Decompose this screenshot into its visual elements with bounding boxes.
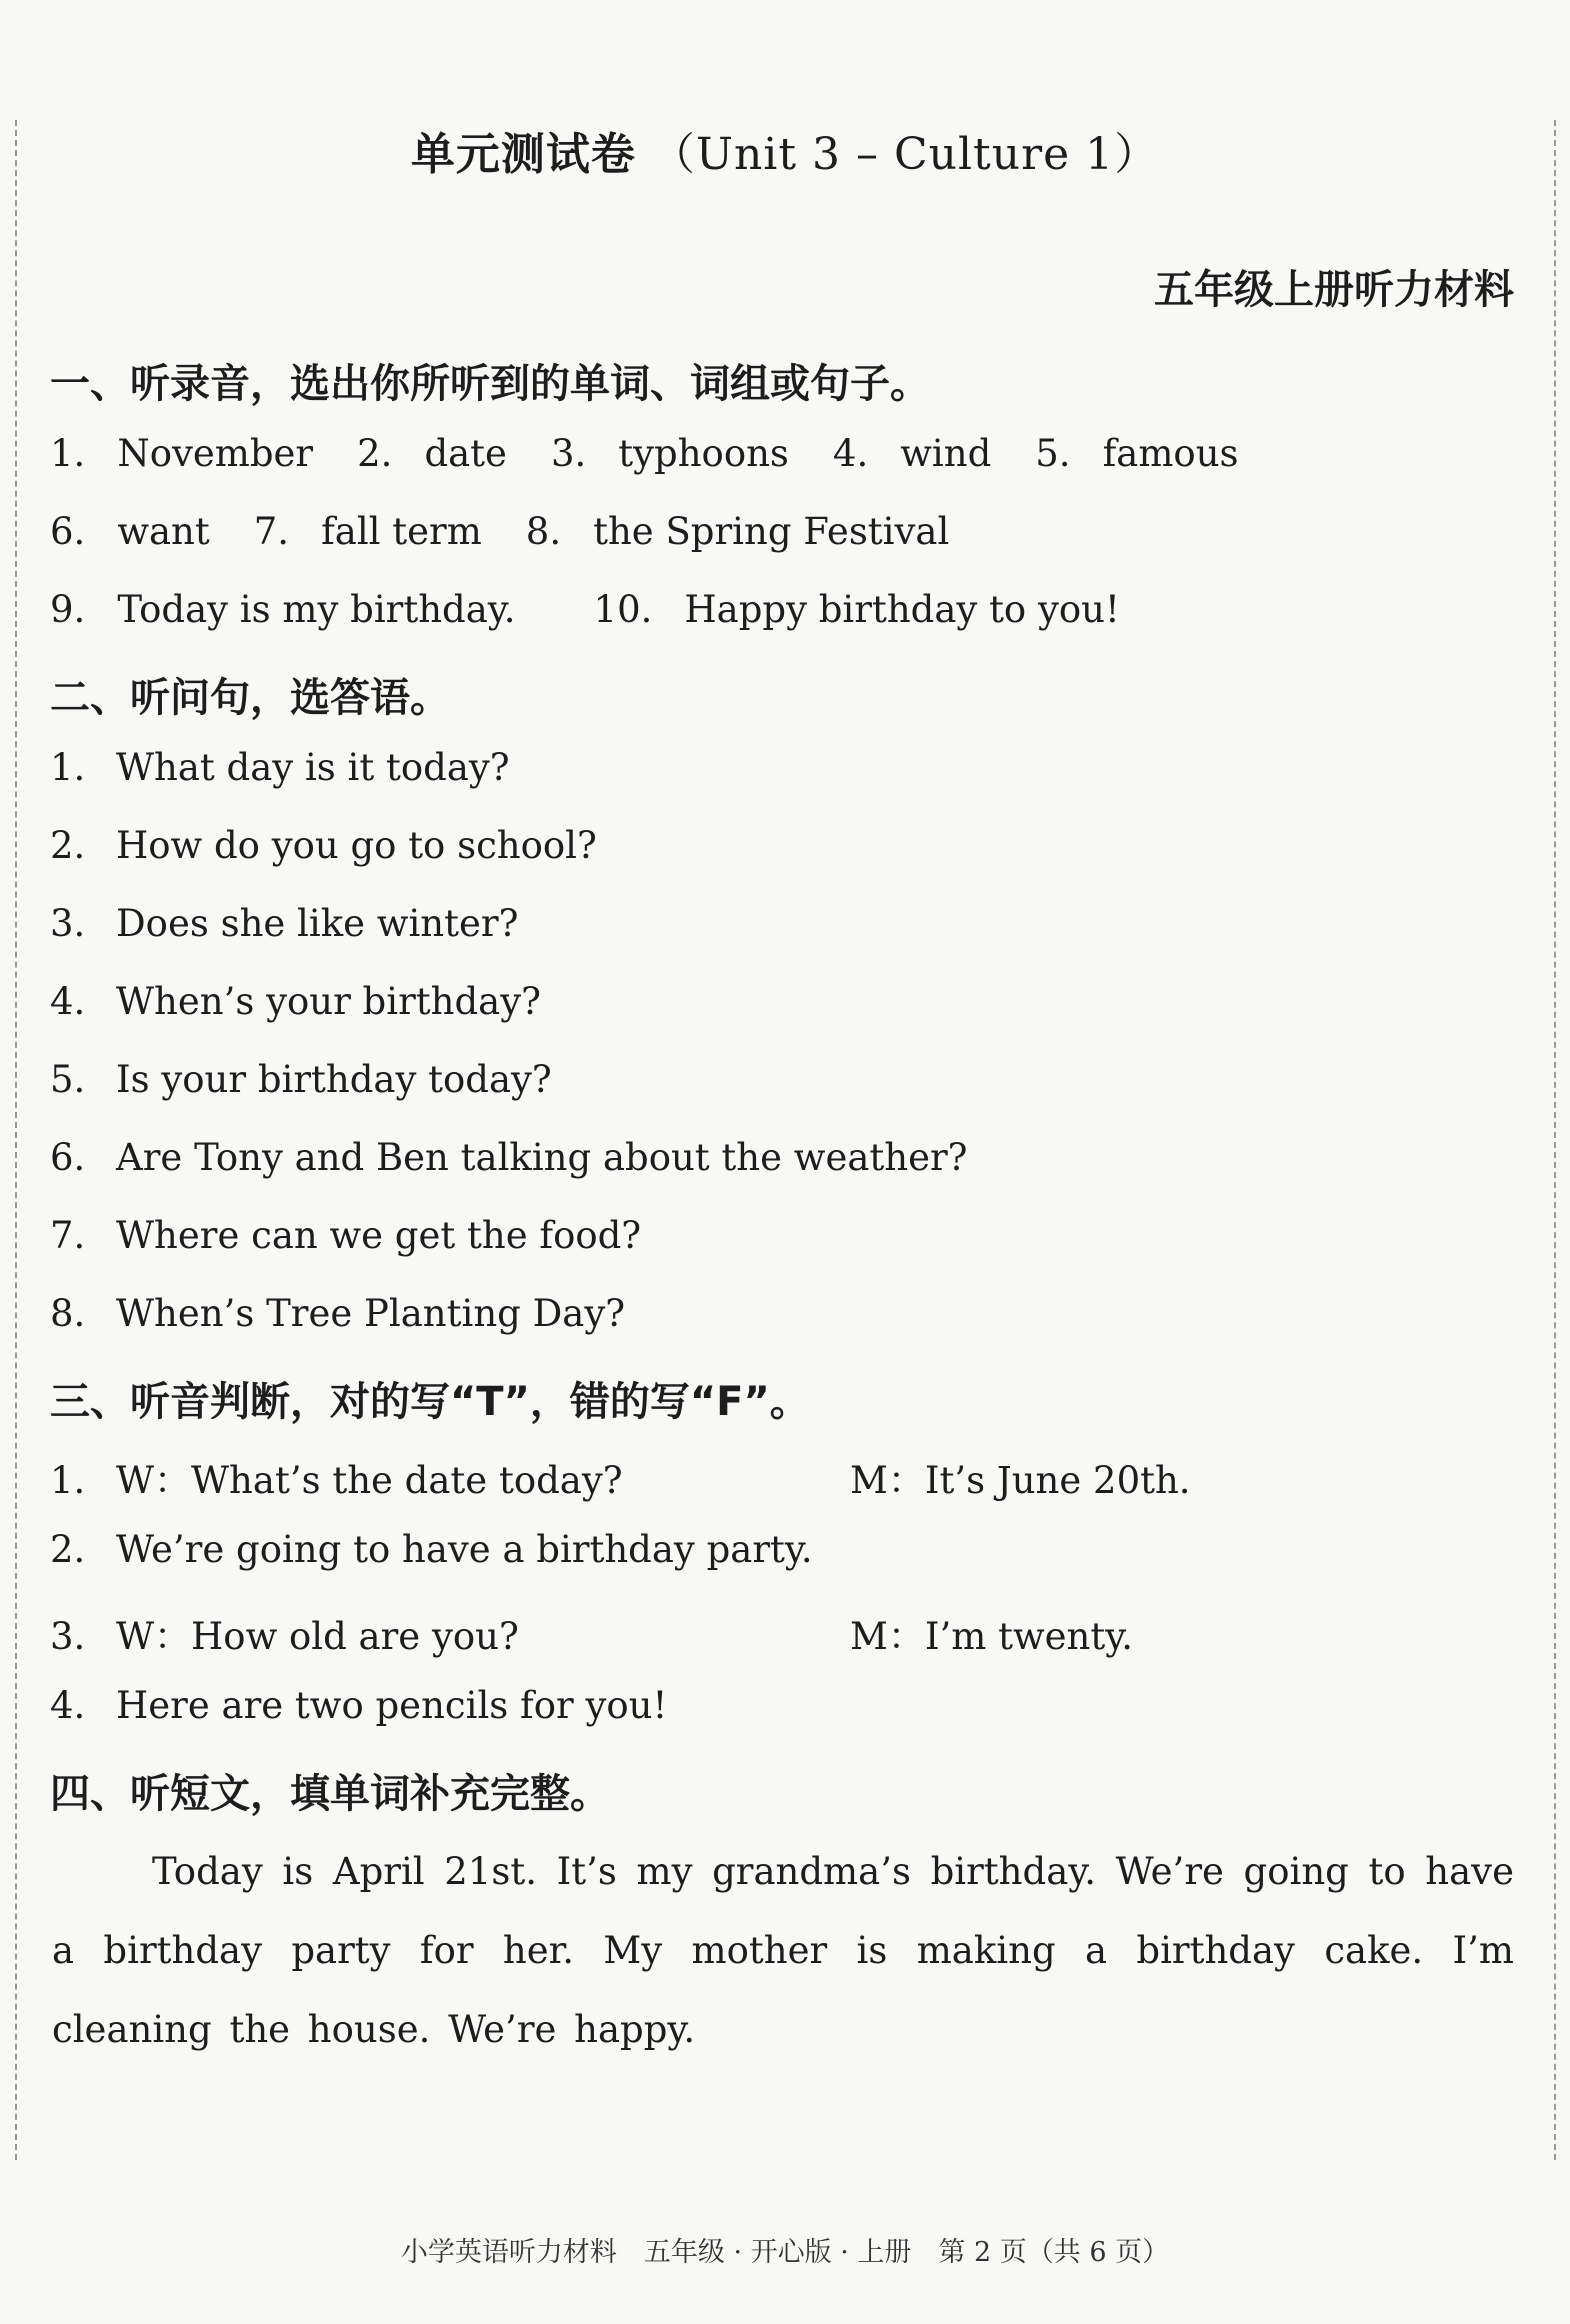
section-2-item xyxy=(50,1292,625,1335)
section-1-row-2 xyxy=(50,510,949,553)
section-2-item xyxy=(50,824,597,867)
page-title xyxy=(0,118,1570,182)
section-2-item xyxy=(50,1058,552,1101)
item-number: 5. xyxy=(1035,432,1071,475)
item-number: 2. xyxy=(50,1528,86,1571)
section-2-item xyxy=(50,1136,968,1179)
item-number: 3. xyxy=(50,902,86,945)
item-text: want xyxy=(117,510,210,553)
item-number: 7. xyxy=(50,1214,86,1257)
item-text: Are Tony and Ben talking about the weather? xyxy=(116,1136,968,1179)
dialogue-w: W：What’s the date today? xyxy=(116,1459,623,1502)
item-text: fall term xyxy=(321,510,482,553)
item-number: 6. xyxy=(50,510,86,553)
left-cut-line xyxy=(15,120,17,2160)
item-text: Here are two pencils for you! xyxy=(116,1684,668,1727)
item-number: 1. xyxy=(50,746,86,789)
section-2-item xyxy=(50,902,518,945)
section-3-item xyxy=(50,1684,667,1727)
section-2-item xyxy=(50,980,541,1023)
item-number: 2. xyxy=(50,824,86,867)
item-text: We’re going to have a birthday party. xyxy=(116,1528,813,1571)
item-text: Happy birthday to you! xyxy=(684,588,1120,631)
item-number: 10. xyxy=(593,588,653,631)
item-text: How do you go to school? xyxy=(116,824,597,867)
item-text: What day is it today? xyxy=(116,746,510,789)
section-1-row-1 xyxy=(50,432,1239,475)
item-text: Where can we get the food? xyxy=(116,1214,642,1257)
item-number: 9. xyxy=(50,588,86,631)
section-1-heading: 一、听录音，选出你所听到的单词、词组或句子。 xyxy=(50,361,930,407)
section-3-heading: 三、听音判断，对的写“T”，错的写“F”。 xyxy=(50,1379,810,1425)
item-number: 1. xyxy=(50,1459,86,1502)
item-number: 5. xyxy=(50,1058,86,1101)
item-number: 4. xyxy=(50,1684,86,1727)
item-text: famous xyxy=(1102,432,1239,475)
section-4-heading: 四、听短文，填单词补充完整。 xyxy=(50,1771,610,1817)
section-3-item xyxy=(50,1606,519,1660)
item-number: 8. xyxy=(525,510,562,553)
item-text: typhoons xyxy=(618,432,789,475)
dialogue-m: M：It’s June 20th. xyxy=(850,1459,1191,1502)
item-number: 2. xyxy=(357,432,393,475)
section-2-item xyxy=(50,746,510,789)
item-text: November xyxy=(117,432,314,475)
dialogue-m: M：I’m twenty. xyxy=(850,1615,1133,1658)
item-text: Does she like winter? xyxy=(116,902,519,945)
passage: Today is April 21st. It’s my grandma’s birthday. We’re going to have a birthday party for her. My mother is making a birthday cake. I’m cleaning the house. We’re happy. xyxy=(52,1850,1514,2051)
page-footer: 小学英语听力材料 五年级 · 开心版 · 上册 第 2 页（共 6 页） xyxy=(400,2237,1170,2268)
page-subtitle: 五年级上册听力材料 xyxy=(1154,267,1514,313)
item-number: 3. xyxy=(550,432,587,475)
item-number: 4. xyxy=(50,980,86,1023)
item-text: date xyxy=(424,432,507,475)
item-text: wind xyxy=(900,432,992,475)
item-number: 8. xyxy=(50,1292,86,1335)
item-number: 7. xyxy=(253,510,290,553)
item-text: Today is my birthday. xyxy=(117,588,516,631)
item-text: When’s Tree Planting Day? xyxy=(116,1292,626,1335)
title-chinese: 单元测试卷 xyxy=(410,129,636,180)
dialogue-w: W：How old are you? xyxy=(116,1615,519,1658)
item-number: 6. xyxy=(50,1136,86,1179)
section-2-heading: 二、听问句，选答语。 xyxy=(50,675,450,721)
title-unit: （Unit 3 – Culture 1） xyxy=(650,129,1160,180)
section-3-item xyxy=(50,1450,623,1504)
item-number: 3. xyxy=(50,1615,86,1658)
right-cut-line xyxy=(1554,120,1556,2160)
section-1-row-3 xyxy=(50,588,1120,631)
section-2-item xyxy=(50,1214,641,1257)
item-number: 1. xyxy=(50,432,86,475)
item-text: Is your birthday today? xyxy=(116,1058,552,1101)
item-text: the Spring Festival xyxy=(593,510,950,553)
item-text: When’s your birthday? xyxy=(116,980,541,1023)
item-number: 4. xyxy=(832,432,869,475)
section-3-item xyxy=(50,1528,813,1571)
